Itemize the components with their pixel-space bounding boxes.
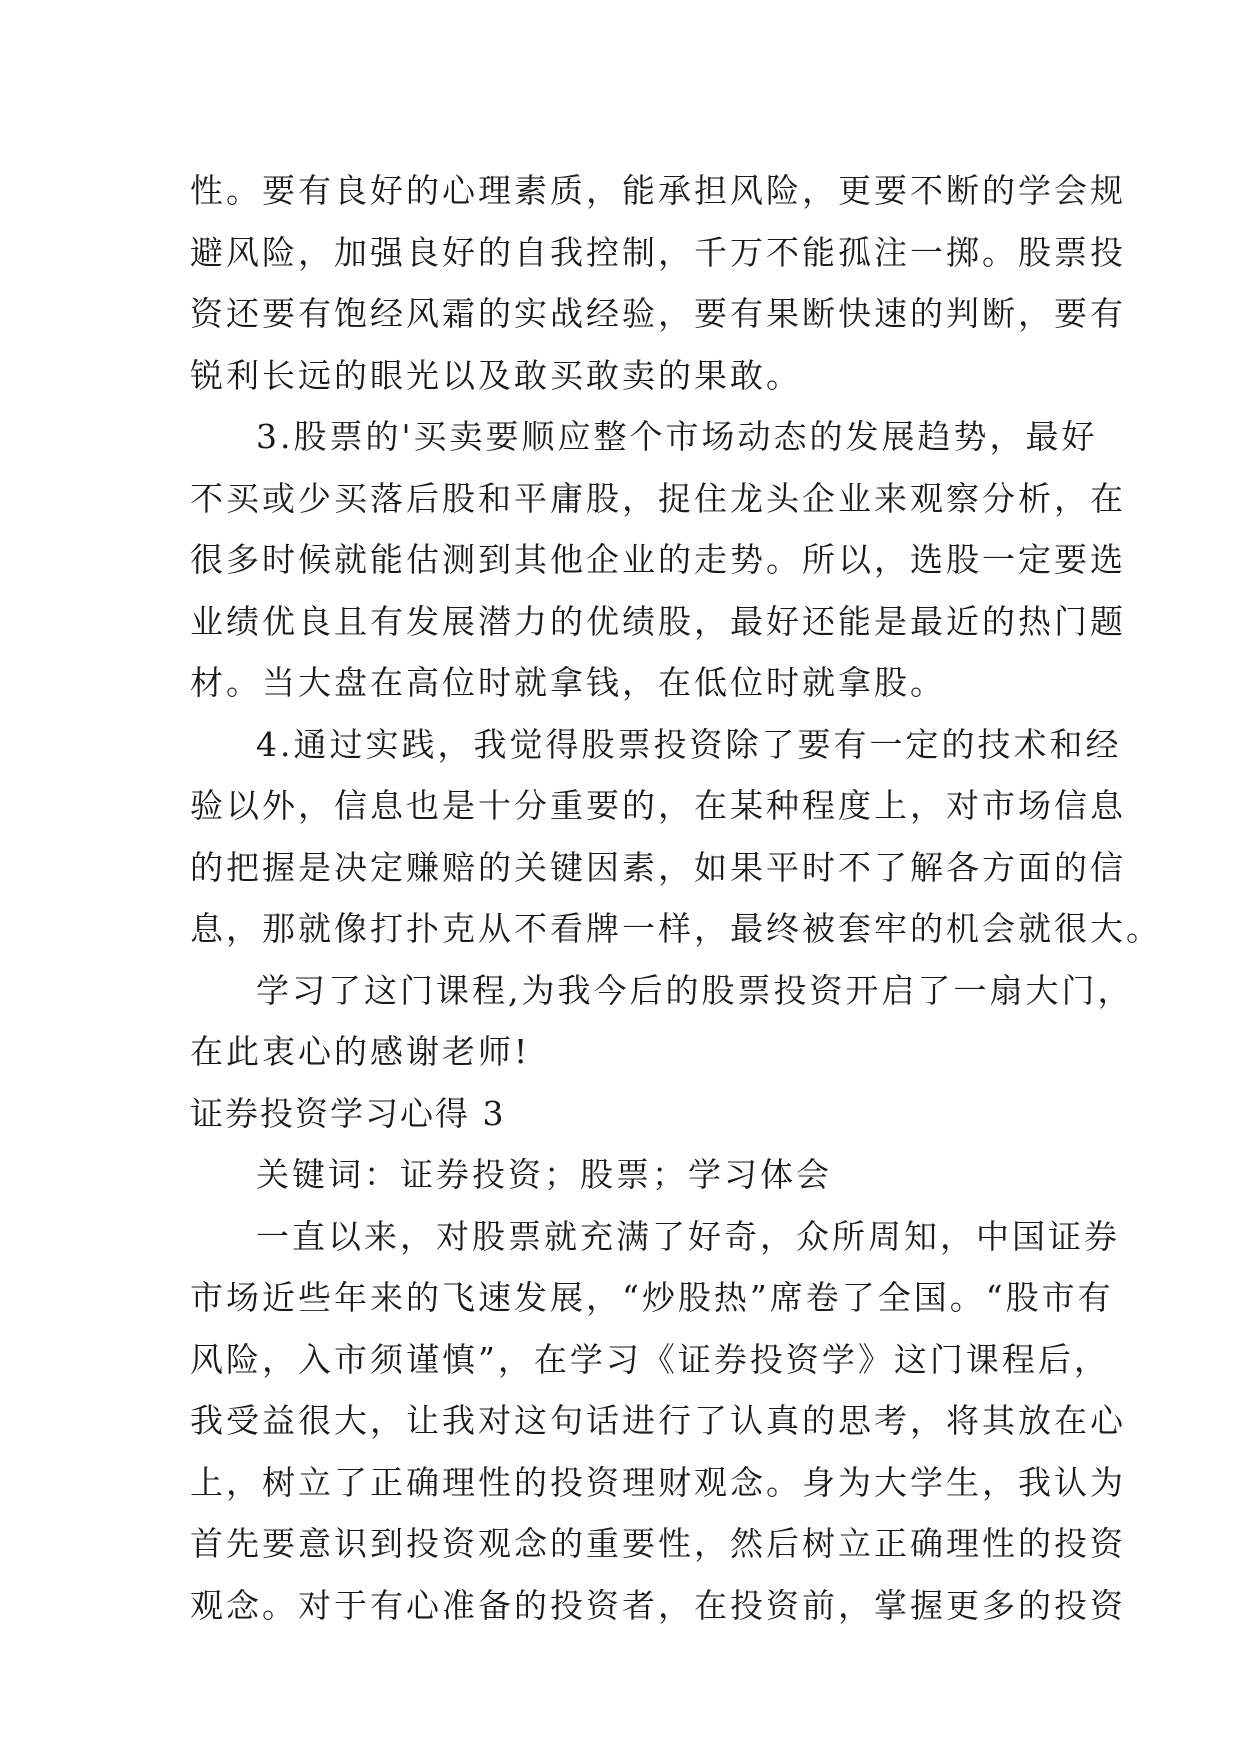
text-line: 避风险，加强良好的自我控制，千万不能孤注一掷。股票投	[190, 232, 1126, 272]
text-line: 息，那就像打扑克从不看牌一样，最终被套牢的机会就很大。	[190, 909, 1162, 948]
text-line: 材。当大盘在高位时就拿钱，在低位时就拿股。	[190, 663, 946, 702]
text-line: 我受益很大，让我对这句话进行了认真的思考，将其放在心	[190, 1401, 1126, 1440]
text-line: 锐利长远的眼光以及敢买敢卖的果敢。	[190, 355, 802, 395]
text-line: 很多时候就能估测到其他企业的走势。所以，选股一定要选	[190, 540, 1126, 579]
paragraph-start-line: 一直以来，对股票就充满了好奇，众所周知，中国证券	[256, 1216, 1120, 1256]
text-line: 上，树立了正确理性的投资理财观念。身为大学生，我认为	[190, 1462, 1126, 1502]
text-line: 性。要有良好的心理素质，能承担风险，更要不断的学会规	[190, 171, 1126, 210]
section-heading: 证券投资学习心得 3	[190, 1093, 506, 1133]
keywords-line: 关键词：证券投资；股票；学习体会	[256, 1155, 832, 1194]
text-line: 首先要意识到投资观念的重要性，然后树立正确理性的投资	[190, 1524, 1126, 1563]
text-line: 风险，入市须谨慎”，在学习《证券投资学》这门课程后，	[190, 1339, 1110, 1379]
text-line: 在此衷心的感谢老师!	[190, 1032, 531, 1071]
text-line: 市场近些年来的飞速发展，“炒股热”席卷了全国。“股市有	[190, 1278, 1114, 1317]
text-line: 业绩优良且有发展潜力的优绩股，最好还能是最近的热门题	[190, 601, 1126, 641]
paragraph-start-line: 4.通过实践，我觉得股票投资除了要有一定的技术和经	[256, 724, 1122, 764]
paragraph-start-line: 学习了这门课程,为我今后的股票投资开启了一扇大门，	[256, 970, 1134, 1010]
text-line: 观念。对于有心准备的投资者，在投资前，掌握更多的投资	[190, 1585, 1126, 1625]
paragraph-start-line: 3.股票的'买卖要顺应整个市场动态的发展趋势，最好	[256, 417, 1098, 456]
text-line: 资还要有饱经风霜的实战经验，要有果断快速的判断，要有	[190, 294, 1126, 333]
text-line: 不买或少买落后股和平庸股，捉住龙头企业来观察分析，在	[190, 478, 1126, 518]
body-text	[190, 160, 1162, 1636]
text-line: 验以外，信息也是十分重要的，在某种程度上，对市场信息	[190, 786, 1126, 825]
text-line: 的把握是决定赚赔的关键因素，如果平时不了解各方面的信	[190, 847, 1126, 887]
